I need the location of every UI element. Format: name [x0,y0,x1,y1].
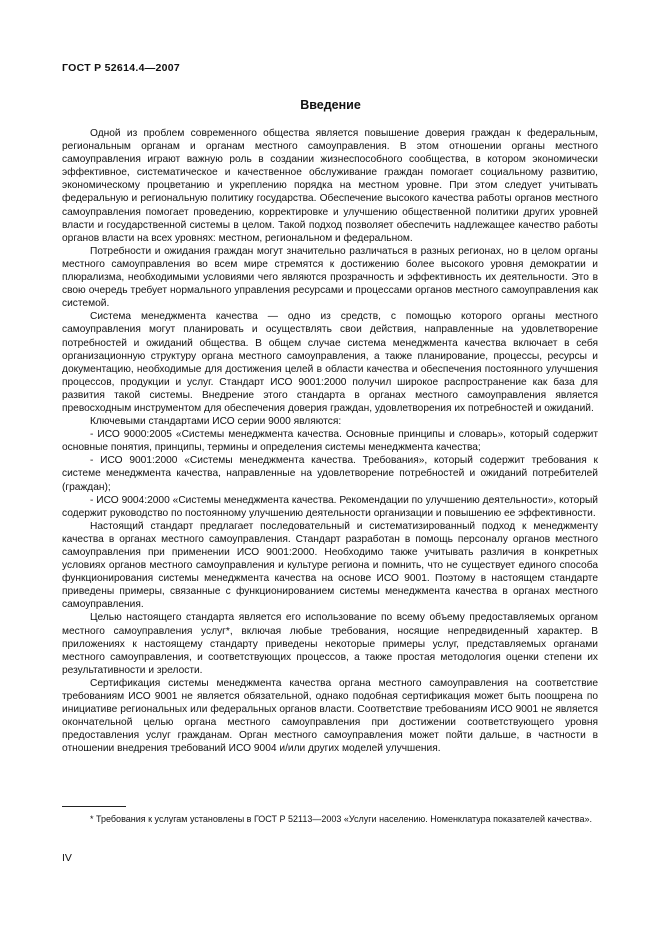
footnote: * Требования к услугам установлены в ГОСТ Р 52113—2003 «Услуги населению. Номенклатура показателей качества». [90,814,592,824]
paragraph-7: Сертификация системы менеджмента качества органа местного самоуправления на соответствие требованиям ИСО 9001 не является обязательной, однако подобная сертификация может быть поощрена по инициативе региональных или федеральных органов власти. Соответствие требованиям ИСО 9001 не является окончательной целью органа местного самоуправления при достижении соответствующего уровня предоставления услуг гражданам. Орган местного самоуправления может пойти дальше, в частности в отношении внедрения требований ИСО 9004 и/или других моделей улучшения. [62,677,598,755]
list-item-iso-9004: - ИСО 9004:2000 «Системы менеджмента качества. Рекомендации по улучшению деятельности», который содержит руководство по постоянному улучшению деятельности организации и повышению ее эффективности. [62,494,598,519]
paragraph-4: Ключевыми стандартами ИСО серии 9000 являются: [90,416,342,428]
paragraph-6: Целью настоящего стандарта является его использование по всему объему предоставляемых органом местного самоуправления услуг*, включая любые требования, носящие непредвиденный характер. В приложениях к настоящему стандарту приведены некоторые примеры услуг, представляемых органами местного самоуправления, и соответствующих процессов, а также простая методология оценки степени их результативности и зрелости. [62,612,598,676]
paragraph-1: Одной из проблем современного общества является повышение доверия граждан к федеральным, региональным органам и органам местного самоуправления. В этом отношении органы местного самоуправления играют важную роль в создании жизнеспособного сообщества, в котором экономически эффективное, систематическое и качественное обслуживание граждан помогает социальному развитию, экономическому процветанию и укреплению порядка на местном уровне. При этом следует учитывать федеральную и региональную политику государства. Обеспечение высокого качества работы органов местного самоуправления помогает проведению, корректировке и улучшению общественной политики других уровней власти и государственной системы в целом. Такой подход позволяет обеспечить надлежащее качество работы органов власти на всех уровнях: местном, региональном и федеральном. [62,128,598,244]
list-item-iso-9001: - ИСО 9001:2000 «Системы менеджмента качества. Требования», который содержит требования к системе менеджмента качества, направленные на удовлетворение потребностей и ожиданий потребителей (граждан); [62,455,598,493]
footnote-divider [62,806,126,807]
paragraph-2: Потребности и ожидания граждан могут значительно различаться в разных регионах, но в целом органы местного самоуправления во всем мире стремятся к достижению более высокого уровня демократии и плюрализма, необходимыми условиями чего являются прозрачность и эффективность их деятельности. Это в свою очередь требует нормального управления ресурсами и процессами органов местного самоуправления как системой. [62,245,598,310]
list-item-iso-9000: - ИСО 9000:2005 «Системы менеджмента качества. Основные принципы и словарь», который содержит основные понятия, принципы, термины и определения системы менеджмента качества; [62,429,598,454]
paragraph-5: Настоящий стандарт предлагает последовательный и систематизированный подход к менеджменту качества в органах местного самоуправления. Стандарт разработан в помощь персоналу органов местного самоуправления при применении ИСО 9001:2000. Необходимо также учитывать различия в конкретных условиях органов местного самоуправления и культуре региона и помнить, что не существует единого способа функционирования системы менеджмента качества на основе ИСО 9001. Поэтому в настоящем стандарте приведены примеры, связанные с функционированием системы менеджмента качества в органах местного самоуправления. [62,520,598,611]
page-number: IV [62,852,72,864]
paragraph-3: Система менеджмента качества — одно из средств, с помощью которого органы местного самоуправления могут планировать и осуществлять свои действия, направленные на удовлетворение потребностей и ожиданий общества. В общем случае система менеджмента качества включает в себя организационную структуру органа местного самоуправления, а также планирование, процессы, ресурсы и документацию, необходимые для достижения целей в области качества и обеспечения постоянного улучшения процессов, продукции и услуг. Стандарт ИСО 9001:2000 получил широкое распространение как база для развития такой системы. Внедрение этого стандарта в органах местного самоуправления является превосходным инструментом для обеспечения доверия граждан, удовлетворения их потребностей и ожиданий. [62,311,598,414]
section-title: Введение [300,98,361,112]
document-header: ГОСТ Р 52614.4—2007 [62,62,181,74]
body-text [62,127,598,756]
